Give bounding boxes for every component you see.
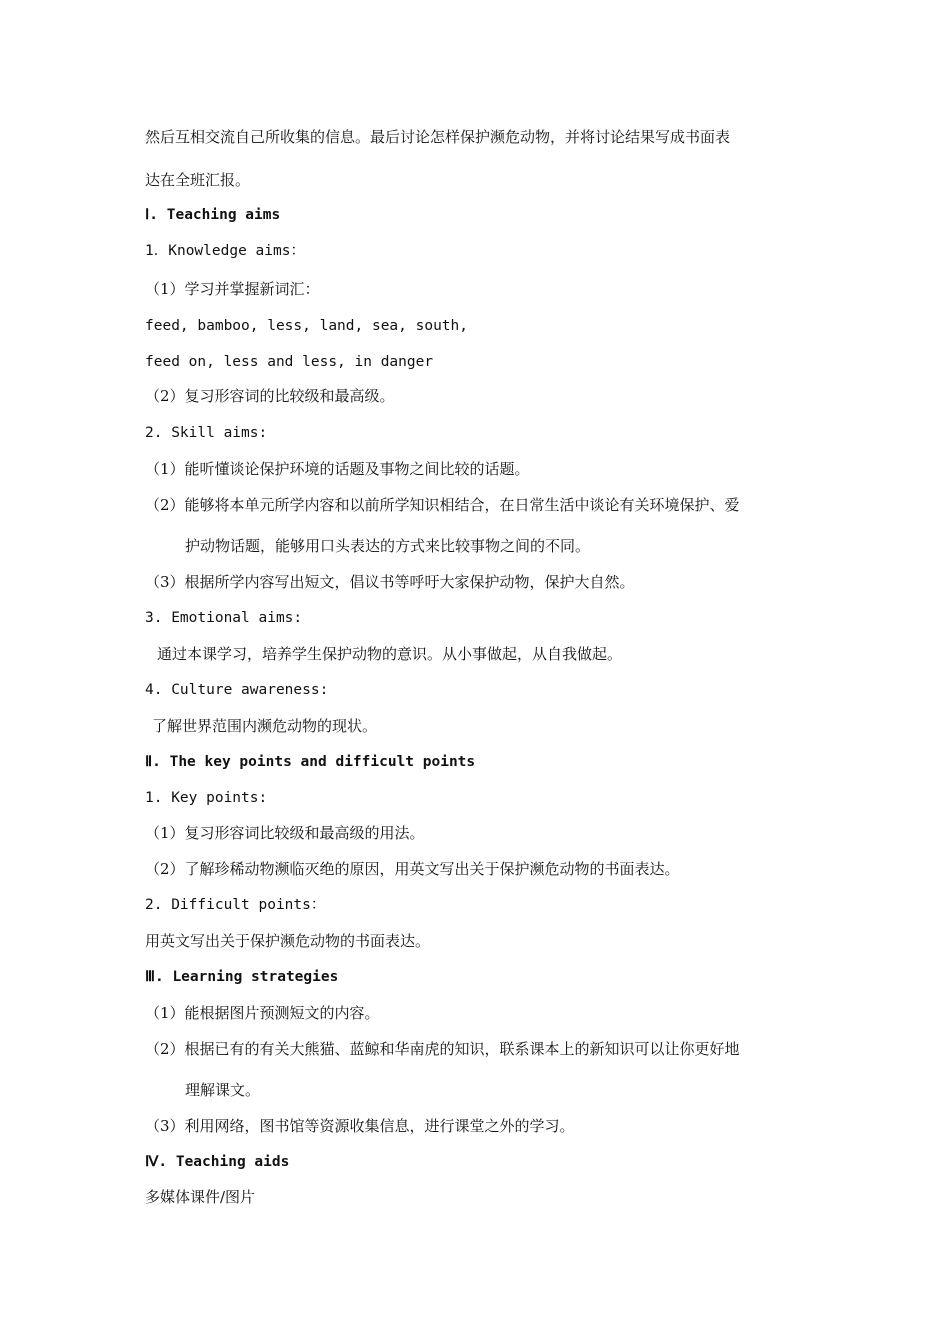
section-heading-teaching-aids: Ⅳ. Teaching aids (145, 1154, 290, 1170)
culture-awareness-text: 了解世界范围内濒危动物的现状。 (152, 717, 378, 735)
strategy-item-2-line-2: 理解课文。 (185, 1081, 261, 1099)
intro-line-2: 达在全班汇报。 (145, 171, 251, 189)
knowledge-item-2: （2）复习形容词的比较级和最高级。 (145, 387, 395, 405)
strategy-item-1: （1）能根据图片预测短文的内容。 (145, 1004, 380, 1022)
difficult-points-text: 用英文写出关于保护濒危动物的书面表达。 (145, 932, 431, 950)
vocabulary-line-2: feed on, less and less, in danger (145, 354, 434, 370)
intro-line-1: 然后互相交流自己所收集的信息。最后讨论怎样保护濒危动物，并将讨论结果写成书面表 (145, 128, 731, 146)
skill-item-2-line-2: 护动物话题，能够用口头表达的方式来比较事物之间的不同。 (185, 537, 591, 555)
section-heading-learning-strategies: Ⅲ. Learning strategies (145, 969, 339, 985)
skill-item-2-line-1: （2）能够将本单元所学内容和以前所学知识相结合，在日常生活中谈论有关环境保护、爱 (145, 496, 740, 514)
culture-awareness-title: 4. Culture awareness: (145, 682, 329, 698)
section-heading-key-points: Ⅱ. The key points and difficult points (145, 754, 476, 770)
section-heading-teaching-aims: Ⅰ. Teaching aims (145, 207, 281, 223)
key-points-title: 1. Key points: (145, 790, 268, 806)
strategy-item-3: （3）利用网络，图书馆等资源收集信息，进行课堂之外的学习。 (145, 1117, 575, 1135)
skill-aims-title: 2. Skill aims: (145, 425, 268, 441)
teaching-aids-text: 多媒体课件/图片 (145, 1188, 256, 1206)
difficult-points-title: 2. Difficult points： (145, 897, 326, 913)
key-points-item-1: （1）复习形容词比较级和最高级的用法。 (145, 824, 425, 842)
skill-item-1: （1）能听懂谈论保护环境的话题及事物之间比较的话题。 (145, 460, 530, 478)
skill-item-3: （3）根据所学内容写出短文，倡议书等呼吁大家保护动物，保护大自然。 (145, 573, 635, 591)
emotional-aims-title: 3. Emotional aims: (145, 610, 303, 626)
emotional-aims-text: 通过本课学习，培养学生保护动物的意识。从小事做起，从自我做起。 (157, 645, 623, 663)
key-points-item-2: （2）了解珍稀动物濒临灭绝的原因，用英文写出关于保护濒危动物的书面表达。 (145, 860, 680, 878)
vocabulary-line-1: feed, bamboo, less, land, sea, south, (145, 318, 469, 334)
strategy-item-2-line-1: （2）根据已有的有关大熊猫、蓝鲸和华南虎的知识，联系课本上的新知识可以让你更好地 (145, 1040, 740, 1058)
knowledge-item-1: （1）学习并掌握新词汇： (145, 280, 320, 298)
knowledge-aims-title: 1．Knowledge aims： (145, 243, 305, 259)
